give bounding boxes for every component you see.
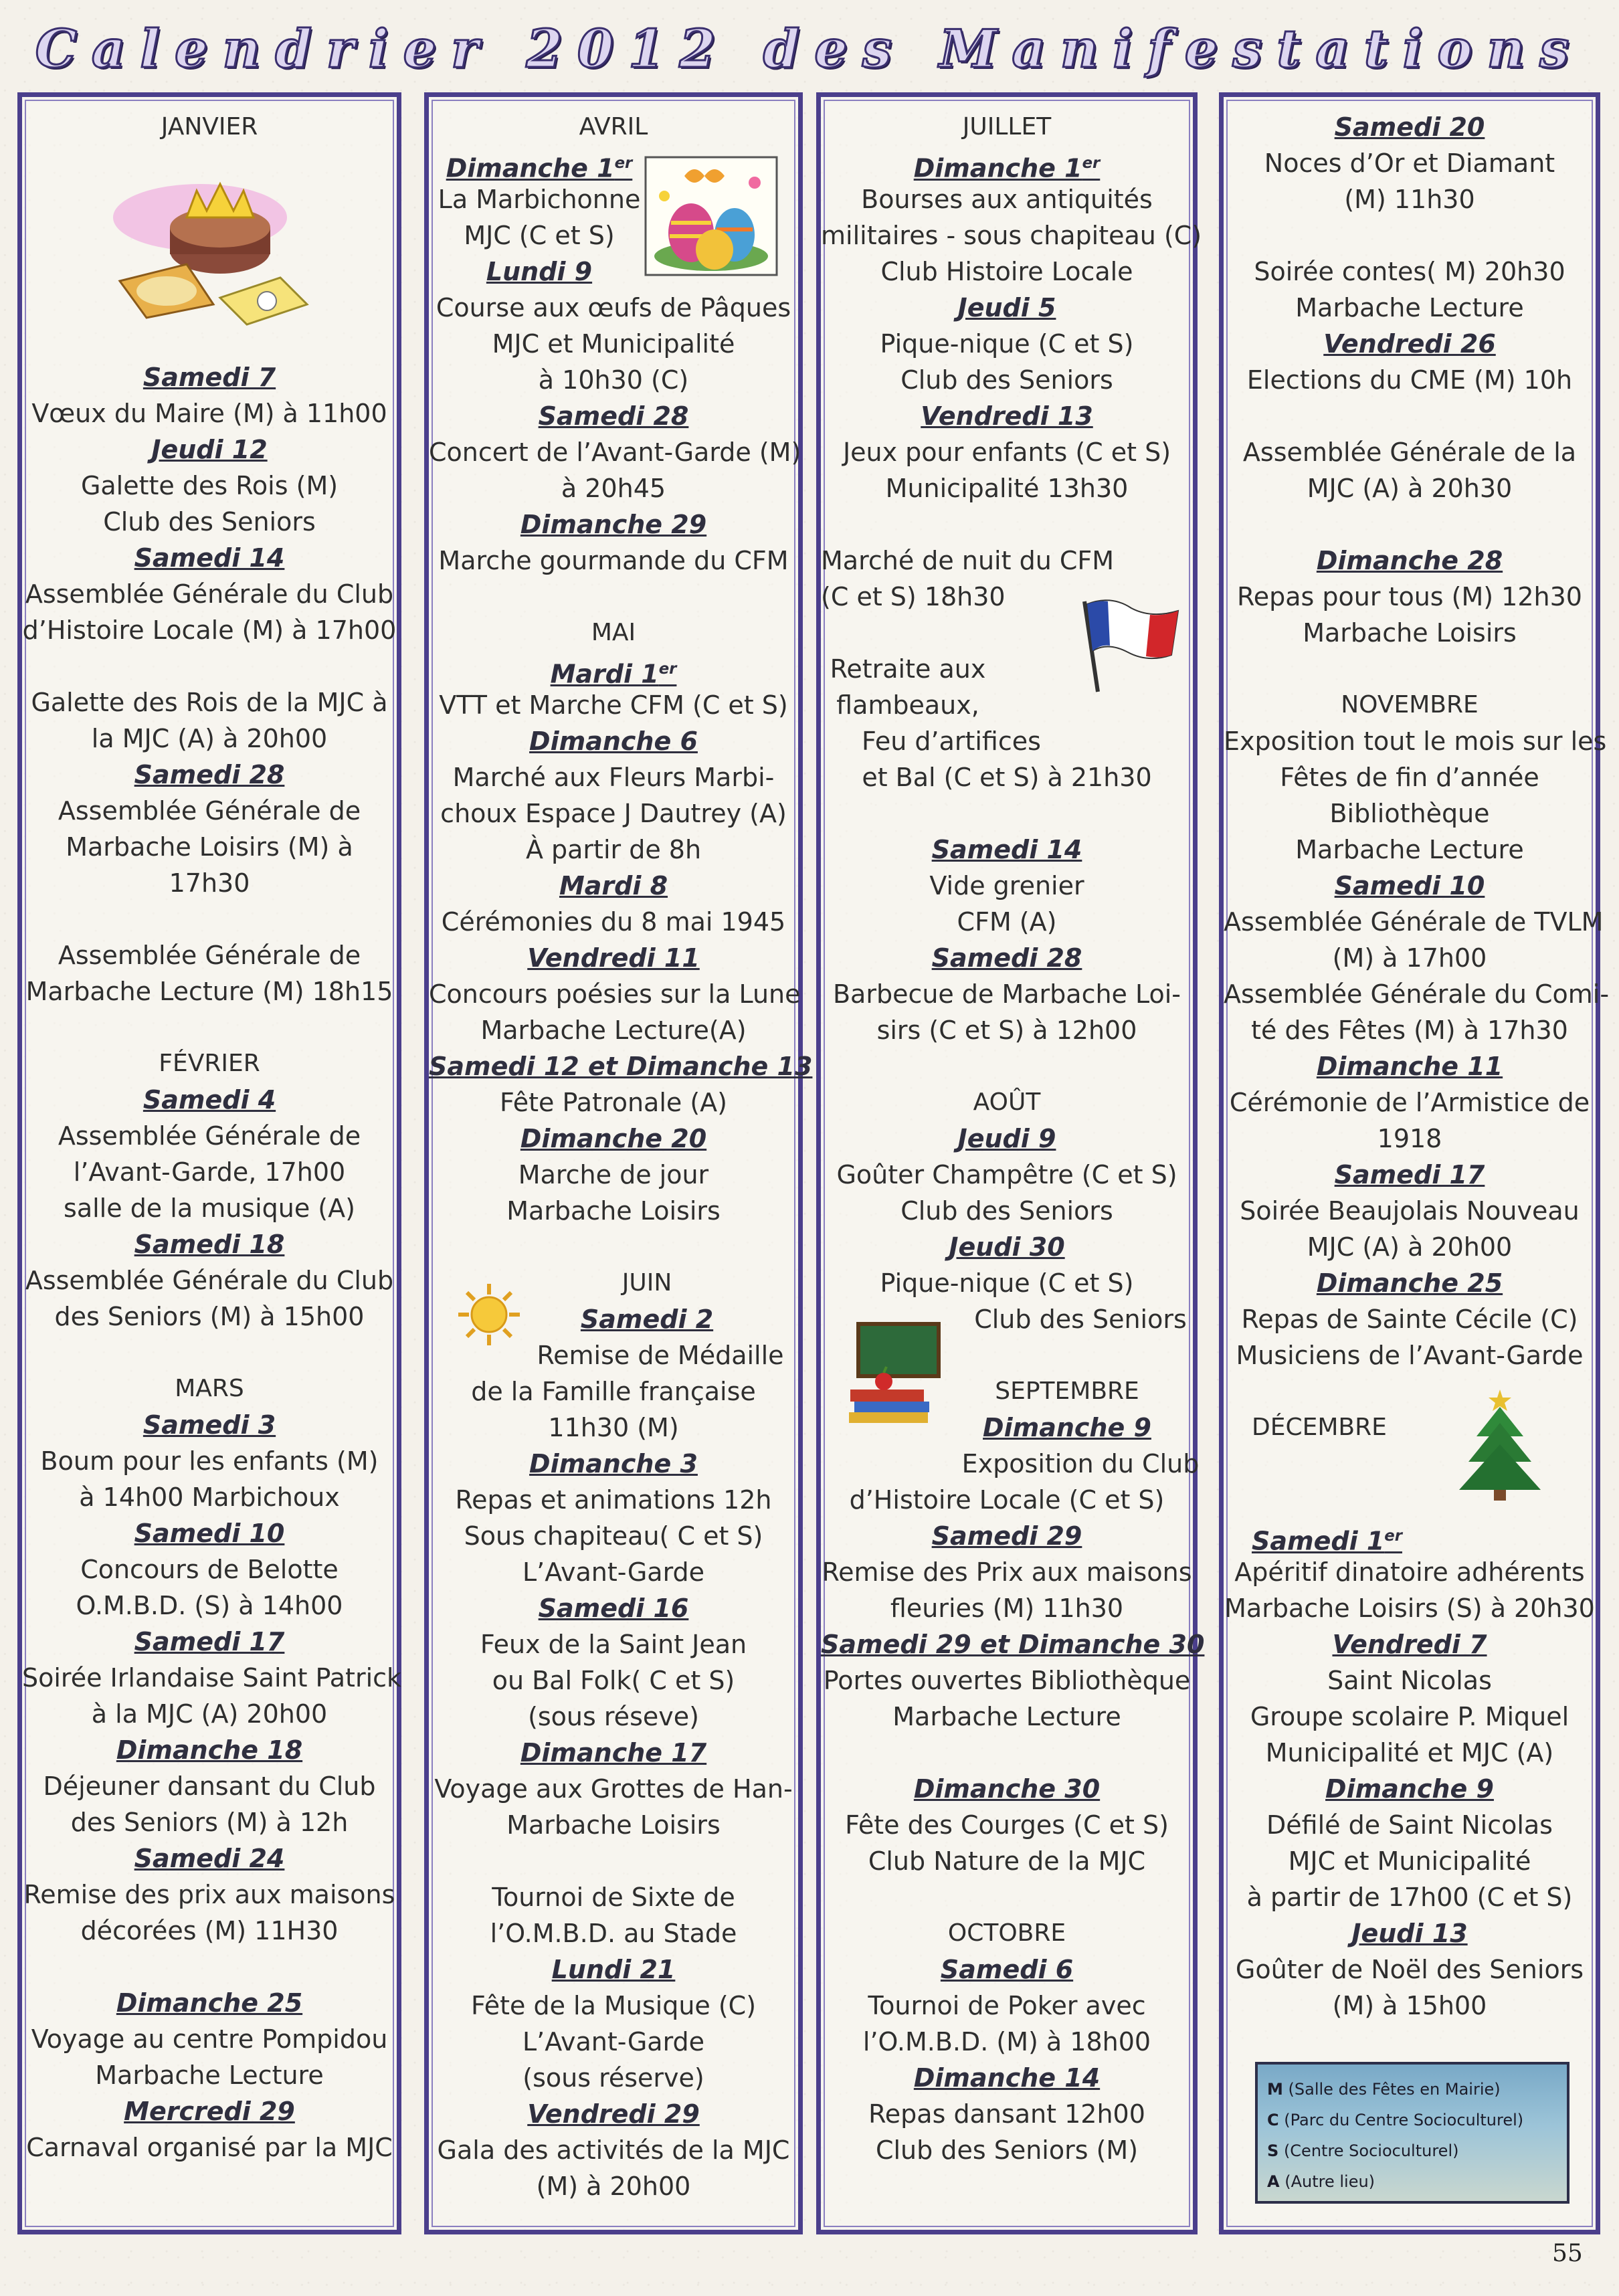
event-text: Fêtes de fin d’année [1280,763,1539,792]
legend-item: S (Centre Socioculturel) [1267,2141,1459,2160]
event-date: Mercredi 29 [124,2097,295,2126]
event-text: Fête de la Musique (C) [470,1991,757,2020]
event-text: Assemblée Générale du Club [25,1266,394,1295]
event-date: Dimanche 6 [529,727,698,756]
event-text: Marbache Lecture [1295,293,1524,322]
event-date: Dimanche 11 [1316,1052,1503,1081]
event-text: d’Histoire Locale (C et S) [849,1485,1165,1515]
event-text: Fête des Courges (C et S) [845,1810,1169,1840]
event-date: Samedi 2 [580,1305,714,1334]
month-heading: MARS [175,1375,244,1402]
event-text: Pique-nique (C et S) [880,329,1134,359]
event-date: Vendredi 7 [1332,1630,1487,1659]
event-text: Musiciens de l’Avant-Garde [1236,1341,1584,1370]
event-text: Bibliothèque [1329,799,1490,828]
event-date: Samedi 1er [1252,1526,1402,1556]
event-text: Carnaval organisé par la MJC [26,2133,393,2162]
event-date: Samedi 10 [134,1519,285,1548]
event-text: l’O.M.B.D. (M) à 18h00 [862,2027,1151,2056]
event-text: Galette des Rois (M) [80,471,339,500]
event-text: Assemblée Générale de [58,941,361,970]
event-date: Dimanche 18 [116,1735,303,1765]
event-text: ou Bal Folk( C et S) [492,1666,735,1695]
event-text: Concours poésies sur la Lune [429,979,801,1009]
legend-item: A (Autre lieu) [1267,2172,1375,2191]
event-text: Course aux œufs de Pâques [436,293,791,322]
event-date: Dimanche 1er [913,153,1101,183]
event-date: Samedi 16 [538,1594,689,1623]
event-text: MJC (C et S) [464,221,615,250]
event-date: Samedi 3 [142,1410,276,1440]
event-text: Marche gourmande du CFM [438,546,789,575]
event-text: (sous réseve) [528,1702,699,1731]
event-text: flambeaux, [836,690,979,720]
event-text: Assemblée Générale de TVLM [1224,907,1604,937]
event-text: Assemblée Générale du Comi- [1224,979,1610,1009]
easter-eggs-illustration [644,156,778,276]
event-text: Assemblée Générale de la [1242,438,1577,467]
event-text: Voyage au centre Pompidou [31,2024,388,2054]
event-text: té des Fêtes (M) à 17h30 [1251,1016,1568,1045]
event-text: Marbache Loisirs [506,1810,721,1840]
event-date: Dimanche 25 [116,1988,303,2018]
event-date: Samedi 17 [1334,1160,1485,1189]
month-heading: MAI [591,619,636,646]
event-text: Soirée Beaujolais Nouveau [1240,1196,1580,1226]
event-text: Repas dansant 12h00 [868,2099,1145,2129]
event-date: Samedi 14 [134,543,285,573]
event-text: (sous réserve) [522,2063,704,2093]
event-text: Barbecue de Marbache Loi- [832,979,1181,1009]
event-text: d’Histoire Locale (M) à 17h00 [22,615,397,645]
event-date: Samedi 4 [142,1085,276,1115]
event-text: Concours de Belotte [80,1555,339,1584]
event-date: Vendredi 11 [527,943,700,973]
event-text: Portes ouvertes Bibliothèque [823,1666,1191,1695]
event-text: Repas pour tous (M) 12h30 [1237,582,1582,611]
event-text: fleuries (M) 11h30 [890,1594,1124,1623]
event-text: Repas et animations 12h [455,1485,772,1515]
event-text: Fête Patronale (A) [500,1088,727,1117]
event-text: Cérémonie de l’Armistice de [1229,1088,1590,1117]
event-text: Marbache Lecture [95,2061,324,2090]
event-text: Saint Nicolas [1327,1666,1492,1695]
event-date: Samedi 28 [134,760,285,789]
event-text: Assemblée Générale du Club [25,579,394,609]
event-date: Samedi 10 [1334,871,1485,900]
event-text: Marbache Lecture (M) 18h15 [25,977,393,1006]
event-text: de la Famille française [471,1377,756,1406]
event-text: Déjeuner dansant du Club [43,1772,376,1801]
month-heading: OCTOBRE [947,1919,1066,1947]
event-text: Club Nature de la MJC [868,1846,1146,1876]
event-text: Remise des prix aux maisons [23,1880,395,1909]
event-date: Samedi 24 [134,1844,285,1873]
event-date: Dimanche 25 [1316,1268,1503,1298]
event-text: salle de la musique (A) [64,1193,355,1223]
event-text: Exposition tout le mois sur les [1224,727,1607,756]
event-date: Samedi 6 [940,1955,1074,1984]
event-text: Remise de Médaille [537,1341,784,1370]
event-date: Samedi 29 et Dimanche 30 [821,1630,1205,1659]
event-text: MJC (A) à 20h00 [1307,1232,1513,1262]
event-text: Noces d’Or et Diamant [1264,149,1555,178]
event-text: Club des Seniors [900,365,1113,395]
event-text: choux Espace J Dautrey (A) [440,799,787,828]
event-text: Sous chapiteau( C et S) [464,1521,763,1551]
event-text: à 10h30 (C) [538,365,689,395]
event-date: Mardi 1er [550,659,677,689]
event-text: Marché de nuit du CFM [821,546,1115,575]
event-text: Marché aux Fleurs Marbi- [452,763,775,792]
event-text: à 14h00 Marbichoux [79,1482,340,1512]
event-text: Elections du CME (M) 10h [1246,365,1573,395]
event-text: Vide grenier [929,871,1084,900]
page-title: Calendrier 2012 des Manifestations [35,19,1584,80]
christmas-tree-illustration [1450,1383,1550,1503]
event-text: Marbache Lecture(A) [480,1016,747,1045]
event-text: décorées (M) 11H30 [80,1916,339,1945]
event-text: Marbache Loisirs [506,1196,721,1226]
event-date: Vendredi 29 [527,2099,700,2129]
event-date: Jeudi 5 [957,293,1056,322]
event-date: Dimanche 9 [983,1413,1151,1442]
event-text: Marbache Loisirs (S) à 20h30 [1224,1594,1595,1623]
event-date: Jeudi 13 [1351,1919,1468,1948]
event-text: L’Avant-Garde [522,1557,705,1587]
legend-item: M (Salle des Fêtes en Mairie) [1267,2080,1501,2099]
event-text: à 20h45 [561,474,666,503]
event-text: (M) à 20h00 [536,2172,691,2201]
event-text: l’O.M.B.D. au Stade [490,1919,737,1948]
event-text: Goûter Champêtre (C et S) [836,1160,1177,1189]
event-text: La Marbichonne [438,185,641,214]
event-text: Marbache Loisirs (M) à [66,832,353,862]
event-text: des Seniors (M) à 12h [70,1808,349,1837]
galette-cake-illustration [106,164,314,331]
french-flag-illustration [1071,595,1185,695]
event-date: Jeudi 9 [957,1124,1056,1153]
event-text: Voyage aux Grottes de Han- [434,1774,793,1804]
event-date: Dimanche 9 [1325,1774,1494,1804]
event-text: Goûter de Noël des Seniors [1235,1955,1584,1984]
event-text: Municipalité 13h30 [885,474,1129,503]
event-text: MJC et Municipalité [1288,1846,1531,1876]
event-text: Groupe scolaire P. Miquel [1250,1702,1569,1731]
event-text: Pique-nique (C et S) [880,1268,1134,1298]
month-heading: AVRIL [579,113,648,140]
calendar-column-jan-mar [17,92,401,2234]
event-date: Lundi 21 [551,1955,676,1984]
event-text: Apéritif dinatoire adhérents [1234,1557,1585,1587]
month-heading: JUILLET [962,113,1052,140]
event-text: Repas de Sainte Cécile (C) [1241,1305,1578,1334]
event-text: Marbache Lecture [1295,835,1524,864]
event-text: (M) 11h30 [1344,185,1475,214]
event-text: Galette des Rois de la MJC à [31,688,388,717]
event-date: Samedi 14 [931,835,1082,864]
month-heading: JANVIER [161,113,258,140]
month-heading: FÉVRIER [159,1050,260,1077]
event-text: Club des Seniors (M) [875,2135,1139,2165]
event-date: Jeudi 30 [949,1232,1065,1262]
event-text: L’Avant-Garde [522,2027,705,2056]
event-date: Samedi 29 [931,1521,1082,1551]
event-date: Jeudi 12 [151,435,268,464]
venue-legend [1255,2062,1569,2204]
event-date: Dimanche 30 [913,1774,1101,1804]
event-text: O.M.B.D. (S) à 14h00 [76,1591,343,1620]
legend-item: C (Parc du Centre Socioculturel) [1267,2111,1524,2129]
event-date: Samedi 18 [134,1230,285,1259]
event-text: Remise des Prix aux maisons [822,1557,1192,1587]
event-text: Concert de l’Avant-Garde (M) [429,438,801,467]
event-text: Exposition du Club [961,1449,1200,1478]
event-text: Soirée contes( M) 20h30 [1254,257,1565,286]
event-date: Vendredi 26 [1323,329,1496,359]
event-text: Défilé de Saint Nicolas [1266,1810,1553,1840]
event-text: Marbache Loisirs [1303,618,1517,648]
event-date: Samedi 12 et Dimanche 13 [429,1052,813,1081]
event-text: Gala des activités de la MJC [437,2135,790,2165]
event-date: Dimanche 20 [520,1124,707,1153]
event-text: (M) à 17h00 [1332,943,1487,973]
event-text: Boum pour les enfants (M) [40,1446,379,1476]
event-date: Dimanche 1er [446,153,633,183]
event-text: sirs (C et S) à 12h00 [876,1016,1137,1045]
event-text: à la MJC (A) 20h00 [91,1699,328,1729]
event-date: Dimanche 14 [913,2063,1101,2093]
event-text: Jeux pour enfants (C et S) [842,438,1171,467]
event-text: (M) à 15h00 [1332,1991,1487,2020]
event-text: et Bal (C et S) à 21h30 [862,763,1152,792]
event-text: 11h30 (M) [548,1413,679,1442]
event-date: Dimanche 29 [520,510,707,539]
calendar-column-apr-jun [424,92,813,2234]
event-date: Samedi 7 [142,363,276,392]
event-text: Retraite aux [830,654,986,684]
event-text: Tournoi de Poker avec [868,1991,1146,2020]
event-text: CFM (A) [957,907,1057,937]
event-text: des Seniors (M) à 15h00 [54,1302,365,1331]
calendar-column-oct-dec [1219,92,1610,2234]
event-date: Samedi 20 [1334,112,1485,142]
event-date: Samedi 17 [134,1627,285,1656]
month-heading: AOÛT [973,1088,1041,1116]
event-text: Club des Seniors [974,1305,1187,1334]
event-text: MJC et Municipalité [492,329,735,359]
month-heading: JUIN [622,1269,672,1297]
event-text: Club des Seniors [103,507,316,537]
event-date: Dimanche 3 [529,1449,698,1478]
event-text: Club Histoire Locale [880,257,1133,286]
event-text: Club des Seniors [900,1196,1113,1226]
event-text: Marche de jour [518,1160,709,1189]
event-text: Feux de la Saint Jean [480,1630,747,1659]
event-text: militaires - sous chapiteau (C) [821,221,1202,250]
calendar-column-jul-oct [816,92,1205,2234]
month-heading: NOVEMBRE [1341,691,1479,719]
page-number: 55 [1552,2240,1583,2267]
event-text: la MJC (A) à 20h00 [91,724,328,753]
event-date: Samedi 28 [538,401,689,431]
event-date: Lundi 9 [486,257,593,286]
event-date: Mardi 8 [559,871,668,900]
event-text: 1918 [1377,1124,1442,1153]
event-text: 17h30 [169,868,250,898]
event-text: à partir de 17h00 (C et S) [1246,1883,1573,1912]
month-heading: DÉCEMBRE [1252,1414,1387,1441]
event-text: VTT et Marche CFM (C et S) [439,690,788,720]
event-text: Assemblée Générale de [58,1121,361,1151]
event-text: l’Avant-Garde, 17h00 [73,1157,346,1187]
event-text: (C et S) 18h30 [821,582,1006,611]
event-text: À partir de 8h [525,835,702,864]
event-date: Dimanche 28 [1316,546,1503,575]
event-text: Municipalité et MJC (A) [1265,1738,1554,1767]
event-text: Assemblée Générale de [58,796,361,826]
event-text: MJC (A) à 20h30 [1307,474,1513,503]
event-text: Marbache Lecture [892,1702,1121,1731]
event-date: Samedi 28 [931,943,1082,973]
event-text: Cérémonies du 8 mai 1945 [441,907,786,937]
event-text: Tournoi de Sixte de [492,1883,735,1912]
event-text: Feu d’artifices [862,727,1041,756]
month-heading: SEPTEMBRE [995,1377,1139,1405]
event-date: Vendredi 13 [921,401,1093,431]
event-date: Dimanche 17 [520,1738,707,1767]
event-text: Soirée Irlandaise Saint Patrick [22,1663,402,1693]
event-text: Vœux du Maire (M) à 11h00 [31,399,387,428]
event-text: Bourses aux antiquités [861,185,1153,214]
